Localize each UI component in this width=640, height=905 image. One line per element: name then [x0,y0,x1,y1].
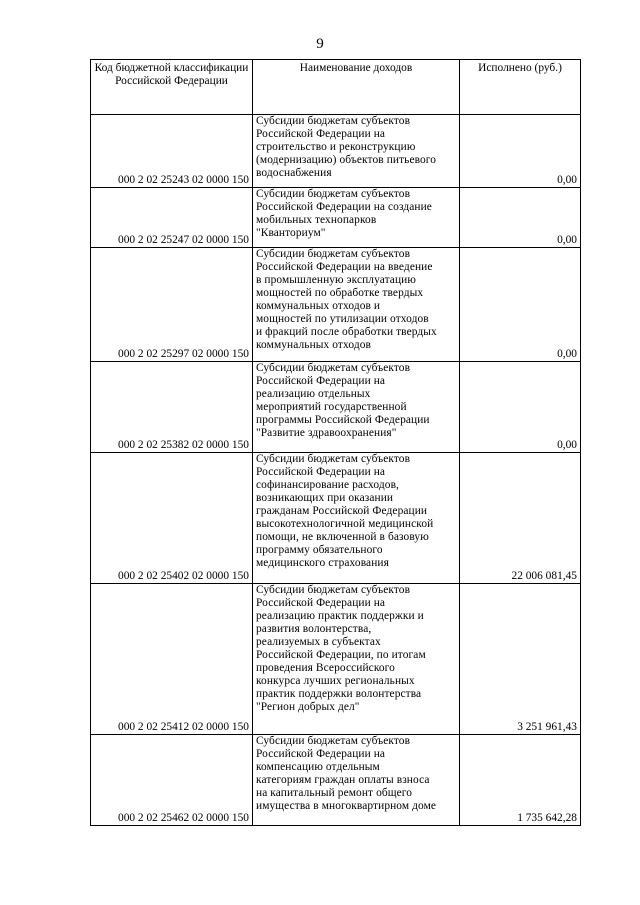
budget-revenue-table [90,59,581,826]
executed-sum-cell: 22 006 081,45 [460,453,581,584]
table-row [91,362,581,453]
table-row [91,188,581,248]
executed-sum-cell: 1 735 642,28 [460,735,581,826]
revenue-name-cell: Субсидии бюджетам субъектов Российской Федерации на строительство и реконструкцию (модернизацию) объектов питьевого водоснабжения [253,115,460,188]
budget-code-cell: 000 2 02 25462 02 0000 150 [91,735,253,826]
table-row [91,453,581,584]
executed-sum-cell: 0,00 [460,115,581,188]
table-row [91,735,581,826]
executed-sum-cell: 0,00 [460,362,581,453]
revenue-name-cell: Субсидии бюджетам субъектов Российской Федерации на реализацию практик поддержки и развития волонтерства, реализуемых в субъектах Российской Федерации, по итогам проведения Всероссийского конкурса лучших региональных практик поддержки волонтерства "Регион добрых дел" [253,584,460,735]
budget-code-cell: 000 2 02 25402 02 0000 150 [91,453,253,584]
revenue-name-cell: Субсидии бюджетам субъектов Российской Федерации на введение в промышленную эксплуатацию мощностей по обработке твердых коммунальных отходов и мощностей по утилизации отходов и фракций после обработки твердых коммунальных отходов [253,248,460,362]
header-sum: Исполнено (руб.) [460,60,581,115]
revenue-name-cell: Субсидии бюджетам субъектов Российской Федерации на создание мобильных технопарков "Кванториум" [253,188,460,248]
table-row [91,248,581,362]
budget-code-cell: 000 2 02 25297 02 0000 150 [91,248,253,362]
revenue-name-cell: Субсидии бюджетам субъектов Российской Федерации на софинансирование расходов, возникающих при оказании гражданам Российской Федерации высокотехнологичной медицинской помощи, не включенной в базовую программу обязательного медицинского страхования [253,453,460,584]
executed-sum-cell: 3 251 961,43 [460,584,581,735]
table-row [91,584,581,735]
budget-code-cell: 000 2 02 25243 02 0000 150 [91,115,253,188]
revenue-name-cell: Субсидии бюджетам субъектов Российской Федерации на реализацию отдельных мероприятий государственной программы Российской Федерации "Развитие здравоохранения" [253,362,460,453]
budget-code-cell: 000 2 02 25382 02 0000 150 [91,362,253,453]
revenue-name-cell: Субсидии бюджетам субъектов Российской Федерации на компенсацию отдельным категориям граждан оплаты взноса на капитальный ремонт общего имущества в многоквартирном доме [253,735,460,826]
executed-sum-cell: 0,00 [460,188,581,248]
executed-sum-cell: 0,00 [460,248,581,362]
header-name: Наименование доходов [253,60,460,115]
table-header-row [91,60,581,115]
page-number: 9 [316,36,324,52]
budget-code-cell: 000 2 02 25247 02 0000 150 [91,188,253,248]
table-row [91,115,581,188]
budget-code-cell: 000 2 02 25412 02 0000 150 [91,584,253,735]
header-code: Код бюджетной классификации Российской Федерации [91,60,253,115]
